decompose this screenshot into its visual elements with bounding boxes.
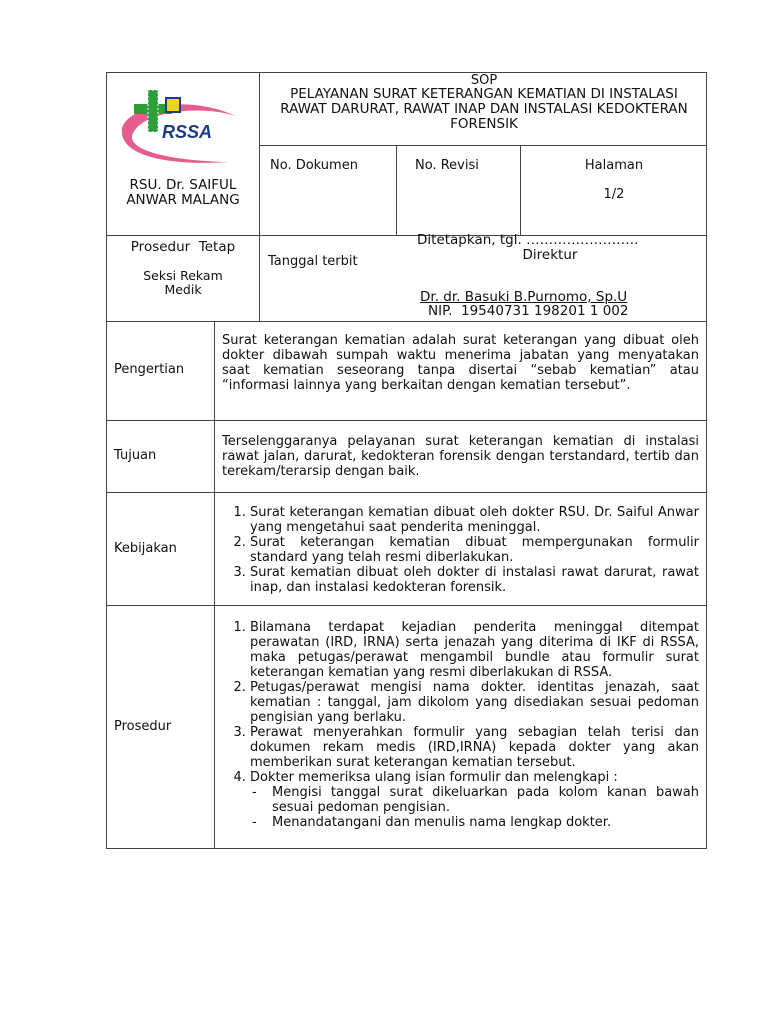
divider — [214, 321, 215, 849]
hospital-logo — [118, 86, 244, 166]
no-revisi-label: No. Revisi — [415, 158, 479, 173]
list-item: 2. Petugas/perawat mengisi nama dokter. identitas jenazah, saat kematian : tanggal, jam dikolom yang disediakan sesuai pedoman pengisian yang berlaku. — [250, 680, 699, 725]
prosedur-label: Prosedur — [114, 719, 172, 734]
list-item-text: Dokter memeriksa ulang isian formulir dan melengkapi : — [250, 770, 618, 785]
pengertian-label: Pengertian — [114, 362, 185, 377]
list-item: 3. Perawat menyerahkan formulir yang sebagian telah terisi dan dokumen rekam medis (IRD,IRNA) kepada dokter yang akan memberikan surat keterangan kematian tersebut. — [250, 725, 699, 770]
halaman-value: 1/2 — [603, 187, 625, 202]
direktur-label: Direktur — [522, 247, 578, 263]
hospital-name: RSU. Dr. SAIFUL ANWAR MALANG — [126, 177, 240, 208]
divider — [259, 72, 260, 322]
kebijakan-list — [222, 505, 699, 595]
list-item: 1. Bilamana terdapat kejadian penderita meninggal ditempat perawatan (IRD, IRNA) serta jenazah yang diterima di IKF di RSSA, maka petugas/perawat mengambil bundle atau formulir surat keterangan kematian yang resmi diberlakukan di RSSA. — [250, 620, 699, 680]
tujuan-label: Tujuan — [114, 448, 157, 463]
director-name: Dr. dr. Basuki B.Purnomo, Sp.U — [420, 289, 628, 305]
tujuan-text: Terselenggaranya pelayanan surat keterangan kematian di instalasi rawat jalan, darurat, kedokteran forensik dengan terstandard, tertib dan terekam/terarsip dengan baik. — [222, 434, 699, 479]
rssa-logo-icon — [118, 86, 244, 166]
list-item: 2. Surat keterangan kematian dibuat mempergunakan formulir standard yang telah resmi diberlakukan. — [250, 535, 699, 565]
sub-list — [250, 785, 699, 830]
sop-label: SOP — [470, 73, 498, 88]
sop-title: PELAYANAN SURAT KETERANGAN KEMATIAN DI INSTALASI RAWAT DARURAT, RAWAT INAP DAN INSTALASI KEDOKTERAN FORENSIK — [280, 86, 688, 132]
divider — [106, 605, 707, 606]
divider — [106, 420, 707, 421]
list-item — [250, 770, 699, 830]
seksi-label: Seksi Rekam Medik — [143, 268, 223, 297]
sub-list-item: - Menandatangani dan menulis nama lengkap dokter. — [250, 815, 699, 830]
pengertian-text: Surat keterangan kematian adalah surat keterangan yang dibuat oleh dokter dibawah sumpah waktu menerima jabatan yang menyatakan saat kematian seseorang tanpa disertai “sebab kematian” atau “informasi lainnya yang berkaitan dengan kematian tersebut”. — [222, 333, 699, 393]
tanggal-terbit-label: Tanggal terbit — [268, 254, 358, 269]
logo-text: RSSA — [162, 122, 213, 142]
divider — [396, 145, 397, 236]
prosedur-tetap-label: Prosedur Tetap — [130, 239, 236, 255]
no-dokumen-label: No. Dokumen — [270, 158, 358, 173]
list-item: 1. Surat keterangan kematian dibuat oleh dokter RSU. Dr. Saiful Anwar yang mengetahui saat penderita meninggal. — [250, 505, 699, 535]
prosedur-list — [222, 620, 699, 830]
director-nip: NIP. 19540731 198201 1 002 — [428, 303, 629, 319]
divider — [520, 145, 521, 236]
divider — [259, 145, 707, 146]
ditetapkan: Ditetapkan, tgl. ……………………. — [417, 232, 639, 248]
kebijakan-label: Kebijakan — [114, 541, 177, 556]
sub-list-item: - Mengisi tanggal surat dikeluarkan pada kolom kanan bawah sesuai pedoman pengisian. — [250, 785, 699, 815]
halaman-label: Halaman — [584, 158, 644, 173]
list-item: 3. Surat kematian dibuat oleh dokter di instalasi rawat darurat, rawat inap, dan instalasi kedokteran forensik. — [250, 565, 699, 595]
divider — [106, 492, 707, 493]
